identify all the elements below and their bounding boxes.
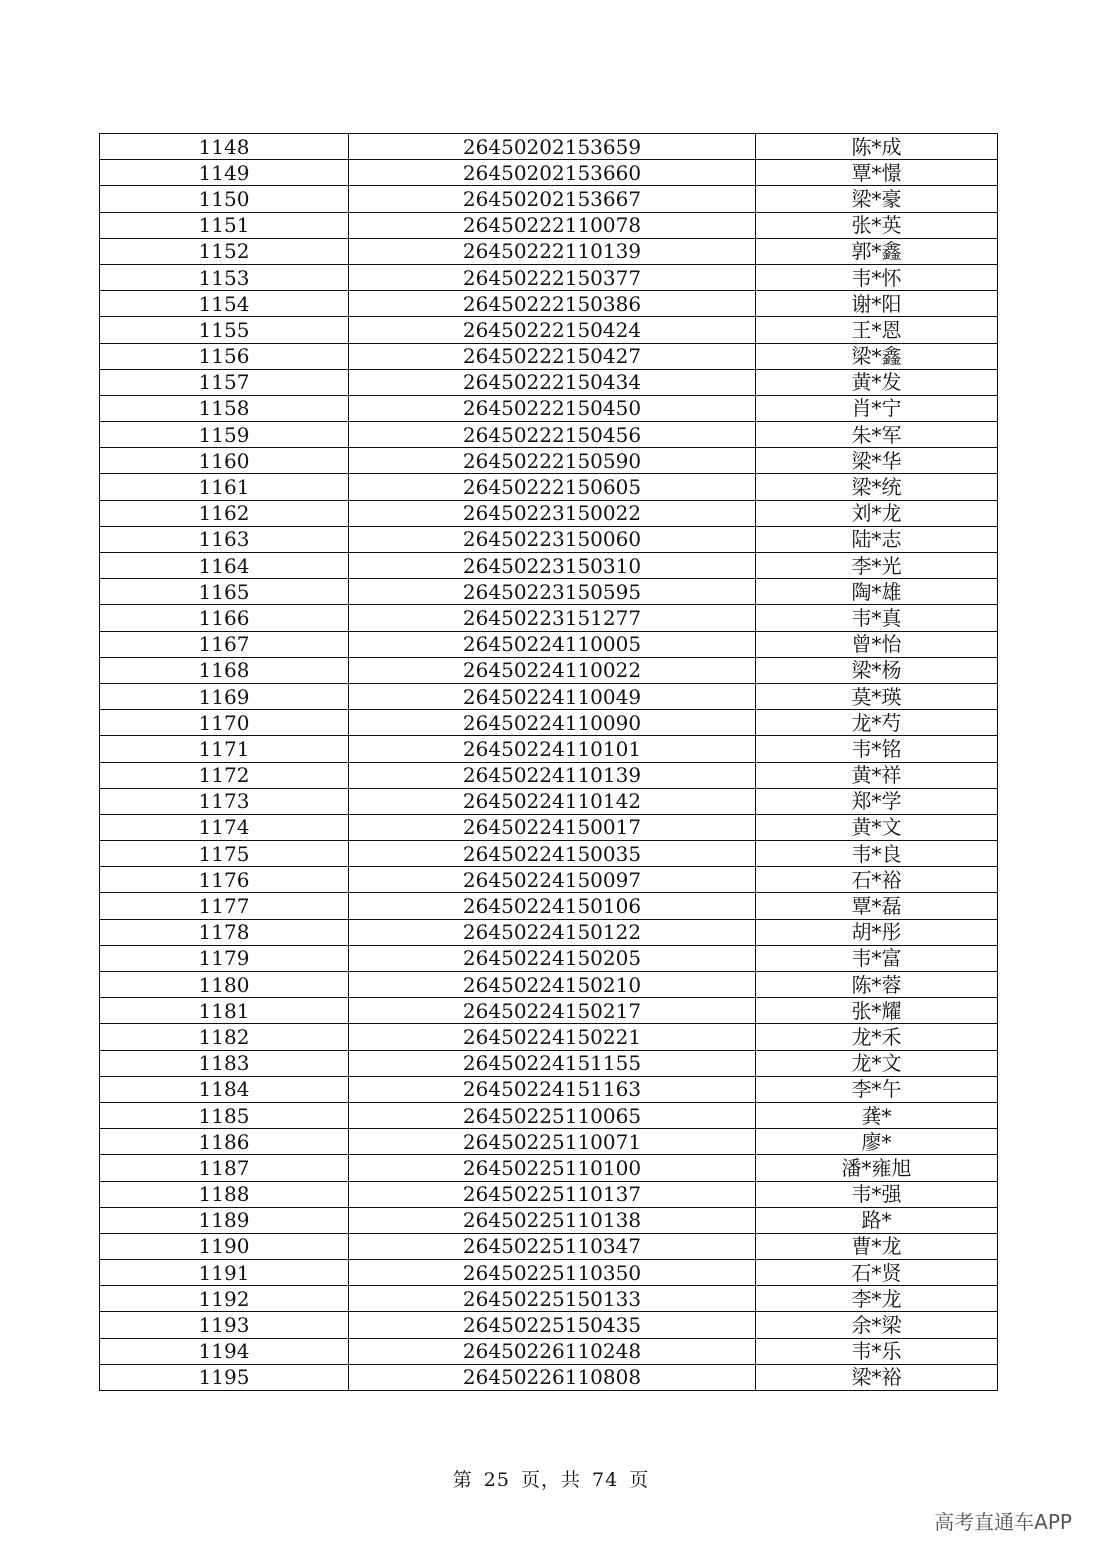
name-cell: 覃*憬 — [756, 160, 998, 186]
name-cell: 陶*雄 — [756, 579, 998, 605]
name-cell: 曹*龙 — [756, 1233, 998, 1259]
table-row — [100, 710, 998, 736]
candidate-number-cell: 26450224151163 — [349, 1076, 756, 1102]
name-cell: 龙*文 — [756, 1050, 998, 1076]
serial-number-cell: 1150 — [100, 186, 349, 212]
candidate-number-cell: 26450202153660 — [349, 160, 756, 186]
name-cell: 韦*富 — [756, 945, 998, 971]
candidate-number-cell: 26450225110137 — [349, 1181, 756, 1207]
table-row — [100, 317, 998, 343]
table-row — [100, 1312, 998, 1338]
candidate-number-cell: 26450224150210 — [349, 972, 756, 998]
table-row — [100, 1181, 998, 1207]
name-cell: 梁*华 — [756, 448, 998, 474]
candidate-number-cell: 26450224110142 — [349, 788, 756, 814]
name-cell: 梁*统 — [756, 474, 998, 500]
name-cell: 梁*杨 — [756, 657, 998, 683]
candidate-number-cell: 26450223150310 — [349, 553, 756, 579]
name-cell: 莫*瑛 — [756, 683, 998, 709]
table-row — [100, 500, 998, 526]
serial-number-cell: 1191 — [100, 1260, 349, 1286]
table-row — [100, 788, 998, 814]
candidate-number-cell: 26450224150221 — [349, 1024, 756, 1050]
name-cell: 黄*文 — [756, 814, 998, 840]
candidate-number-cell: 26450222150450 — [349, 395, 756, 421]
table-row — [100, 841, 998, 867]
table-row — [100, 972, 998, 998]
table-row — [100, 186, 998, 212]
table-row — [100, 134, 998, 160]
candidate-number-cell: 26450224110090 — [349, 710, 756, 736]
serial-number-cell: 1174 — [100, 814, 349, 840]
current-page-number: 25 — [483, 1469, 510, 1491]
serial-number-cell: 1186 — [100, 1129, 349, 1155]
serial-number-cell: 1152 — [100, 238, 349, 264]
candidate-number-cell: 26450225110100 — [349, 1155, 756, 1181]
admission-list-table — [99, 133, 998, 1391]
candidate-number-cell: 26450224150097 — [349, 867, 756, 893]
table-row — [100, 395, 998, 421]
serial-number-cell: 1149 — [100, 160, 349, 186]
name-cell: 石*贤 — [756, 1260, 998, 1286]
candidate-number-cell: 26450225110350 — [349, 1260, 756, 1286]
candidate-number-cell: 26450224150205 — [349, 945, 756, 971]
table-row — [100, 1102, 998, 1128]
serial-number-cell: 1189 — [100, 1207, 349, 1233]
serial-number-cell: 1148 — [100, 134, 349, 160]
serial-number-cell: 1169 — [100, 683, 349, 709]
candidate-number-cell: 26450222150605 — [349, 474, 756, 500]
candidate-number-cell: 26450223150595 — [349, 579, 756, 605]
table-row — [100, 422, 998, 448]
serial-number-cell: 1190 — [100, 1233, 349, 1259]
table-row — [100, 553, 998, 579]
name-cell: 黄*发 — [756, 369, 998, 395]
candidate-number-cell: 26450225110065 — [349, 1102, 756, 1128]
candidate-number-cell: 26450224110005 — [349, 631, 756, 657]
table-row — [100, 474, 998, 500]
serial-number-cell: 1177 — [100, 893, 349, 919]
table-row — [100, 1155, 998, 1181]
candidate-number-cell: 26450225110138 — [349, 1207, 756, 1233]
name-cell: 韦*真 — [756, 605, 998, 631]
table-row — [100, 343, 998, 369]
serial-number-cell: 1170 — [100, 710, 349, 736]
name-cell: 韦*怀 — [756, 264, 998, 290]
serial-number-cell: 1187 — [100, 1155, 349, 1181]
name-cell: 刘*龙 — [756, 500, 998, 526]
table-row — [100, 1050, 998, 1076]
name-cell: 张*英 — [756, 212, 998, 238]
name-cell: 梁*豪 — [756, 186, 998, 212]
table-row — [100, 1024, 998, 1050]
table-row — [100, 998, 998, 1024]
table-row — [100, 1233, 998, 1259]
serial-number-cell: 1183 — [100, 1050, 349, 1076]
serial-number-cell: 1171 — [100, 736, 349, 762]
table-row — [100, 762, 998, 788]
name-cell: 路* — [756, 1207, 998, 1233]
serial-number-cell: 1192 — [100, 1286, 349, 1312]
name-cell: 韦*铭 — [756, 736, 998, 762]
serial-number-cell: 1153 — [100, 264, 349, 290]
footer-suffix: 页 — [629, 1469, 650, 1491]
table-row — [100, 160, 998, 186]
table-row — [100, 814, 998, 840]
table-row — [100, 1260, 998, 1286]
candidate-number-cell: 26450224110022 — [349, 657, 756, 683]
table-row — [100, 238, 998, 264]
candidate-number-cell: 26450222150427 — [349, 343, 756, 369]
candidate-number-cell: 26450223151277 — [349, 605, 756, 631]
candidate-number-cell: 26450222150434 — [349, 369, 756, 395]
serial-number-cell: 1157 — [100, 369, 349, 395]
table-row — [100, 448, 998, 474]
name-cell: 谢*阳 — [756, 291, 998, 317]
table-row — [100, 631, 998, 657]
serial-number-cell: 1195 — [100, 1364, 349, 1390]
name-cell: 龙*禾 — [756, 1024, 998, 1050]
table-row — [100, 526, 998, 552]
serial-number-cell: 1188 — [100, 1181, 349, 1207]
candidate-number-cell: 26450225150435 — [349, 1312, 756, 1338]
candidate-number-cell: 26450224150017 — [349, 814, 756, 840]
name-cell: 龚* — [756, 1102, 998, 1128]
serial-number-cell: 1156 — [100, 343, 349, 369]
name-cell: 覃*磊 — [756, 893, 998, 919]
serial-number-cell: 1194 — [100, 1338, 349, 1364]
candidate-number-cell: 26450224110139 — [349, 762, 756, 788]
serial-number-cell: 1161 — [100, 474, 349, 500]
table-row — [100, 212, 998, 238]
candidate-number-cell: 26450222150386 — [349, 291, 756, 317]
serial-number-cell: 1185 — [100, 1102, 349, 1128]
name-cell: 李*午 — [756, 1076, 998, 1102]
name-cell: 陈*成 — [756, 134, 998, 160]
footer-prefix: 第 — [452, 1469, 473, 1491]
serial-number-cell: 1179 — [100, 945, 349, 971]
candidate-number-cell: 26450224110049 — [349, 683, 756, 709]
table-row — [100, 1129, 998, 1155]
name-cell: 陆*志 — [756, 526, 998, 552]
serial-number-cell: 1172 — [100, 762, 349, 788]
name-cell: 梁*鑫 — [756, 343, 998, 369]
table-row — [100, 867, 998, 893]
serial-number-cell: 1180 — [100, 972, 349, 998]
serial-number-cell: 1160 — [100, 448, 349, 474]
serial-number-cell: 1168 — [100, 657, 349, 683]
serial-number-cell: 1151 — [100, 212, 349, 238]
serial-number-cell: 1176 — [100, 867, 349, 893]
table-row — [100, 893, 998, 919]
candidate-number-cell: 26450224151155 — [349, 1050, 756, 1076]
table-row — [100, 369, 998, 395]
candidate-number-cell: 26450222110078 — [349, 212, 756, 238]
serial-number-cell: 1159 — [100, 422, 349, 448]
serial-number-cell: 1181 — [100, 998, 349, 1024]
table-row — [100, 291, 998, 317]
name-cell: 石*裕 — [756, 867, 998, 893]
page-footer — [0, 1465, 1102, 1492]
candidate-number-cell: 26450223150060 — [349, 526, 756, 552]
table-row — [100, 919, 998, 945]
name-cell: 韦*良 — [756, 841, 998, 867]
candidate-number-cell: 26450202153659 — [349, 134, 756, 160]
footer-middle: 页，共 — [520, 1469, 581, 1491]
name-cell: 张*耀 — [756, 998, 998, 1024]
serial-number-cell: 1164 — [100, 553, 349, 579]
candidate-number-cell: 26450224150217 — [349, 998, 756, 1024]
name-cell: 朱*军 — [756, 422, 998, 448]
candidate-number-cell: 26450224110101 — [349, 736, 756, 762]
table-row — [100, 1364, 998, 1390]
name-cell: 廖* — [756, 1129, 998, 1155]
serial-number-cell: 1162 — [100, 500, 349, 526]
candidate-number-cell: 26450226110808 — [349, 1364, 756, 1390]
serial-number-cell: 1163 — [100, 526, 349, 552]
candidate-number-cell: 26450224150106 — [349, 893, 756, 919]
name-cell: 李*光 — [756, 553, 998, 579]
serial-number-cell: 1173 — [100, 788, 349, 814]
table-row — [100, 1286, 998, 1312]
name-cell: 余*梁 — [756, 1312, 998, 1338]
serial-number-cell: 1154 — [100, 291, 349, 317]
name-cell: 潘*雍旭 — [756, 1155, 998, 1181]
name-cell: 李*龙 — [756, 1286, 998, 1312]
app-watermark: 高考直通车APP — [934, 1510, 1072, 1534]
candidate-number-cell: 26450224150035 — [349, 841, 756, 867]
name-cell: 王*恩 — [756, 317, 998, 343]
candidate-number-cell: 26450226110248 — [349, 1338, 756, 1364]
candidate-number-cell: 26450222150590 — [349, 448, 756, 474]
name-cell: 郑*学 — [756, 788, 998, 814]
table-row — [100, 579, 998, 605]
name-cell: 梁*裕 — [756, 1364, 998, 1390]
table-row — [100, 736, 998, 762]
serial-number-cell: 1166 — [100, 605, 349, 631]
candidate-number-cell: 26450223150022 — [349, 500, 756, 526]
table-row — [100, 1076, 998, 1102]
serial-number-cell: 1167 — [100, 631, 349, 657]
candidate-number-cell: 26450202153667 — [349, 186, 756, 212]
table-row — [100, 657, 998, 683]
candidate-number-cell: 26450222150377 — [349, 264, 756, 290]
name-cell: 韦*强 — [756, 1181, 998, 1207]
candidate-number-cell: 26450222150456 — [349, 422, 756, 448]
candidate-number-cell: 26450224150122 — [349, 919, 756, 945]
serial-number-cell: 1178 — [100, 919, 349, 945]
name-cell: 胡*彤 — [756, 919, 998, 945]
serial-number-cell: 1175 — [100, 841, 349, 867]
table-row — [100, 1338, 998, 1364]
serial-number-cell: 1165 — [100, 579, 349, 605]
name-cell: 龙*芍 — [756, 710, 998, 736]
name-cell: 郭*鑫 — [756, 238, 998, 264]
total-page-number: 74 — [592, 1469, 619, 1491]
serial-number-cell: 1158 — [100, 395, 349, 421]
name-cell: 黄*祥 — [756, 762, 998, 788]
table-row — [100, 264, 998, 290]
candidate-number-cell: 26450225150133 — [349, 1286, 756, 1312]
candidate-number-cell: 26450222110139 — [349, 238, 756, 264]
table-row — [100, 683, 998, 709]
table-body — [100, 134, 998, 1391]
serial-number-cell: 1155 — [100, 317, 349, 343]
serial-number-cell: 1193 — [100, 1312, 349, 1338]
candidate-number-cell: 26450225110347 — [349, 1233, 756, 1259]
serial-number-cell: 1182 — [100, 1024, 349, 1050]
candidate-number-cell: 26450225110071 — [349, 1129, 756, 1155]
name-cell: 韦*乐 — [756, 1338, 998, 1364]
table-row — [100, 1207, 998, 1233]
table-row — [100, 945, 998, 971]
serial-number-cell: 1184 — [100, 1076, 349, 1102]
name-cell: 肖*宁 — [756, 395, 998, 421]
name-cell: 曾*怡 — [756, 631, 998, 657]
candidate-number-cell: 26450222150424 — [349, 317, 756, 343]
table-row — [100, 605, 998, 631]
name-cell: 陈*蓉 — [756, 972, 998, 998]
